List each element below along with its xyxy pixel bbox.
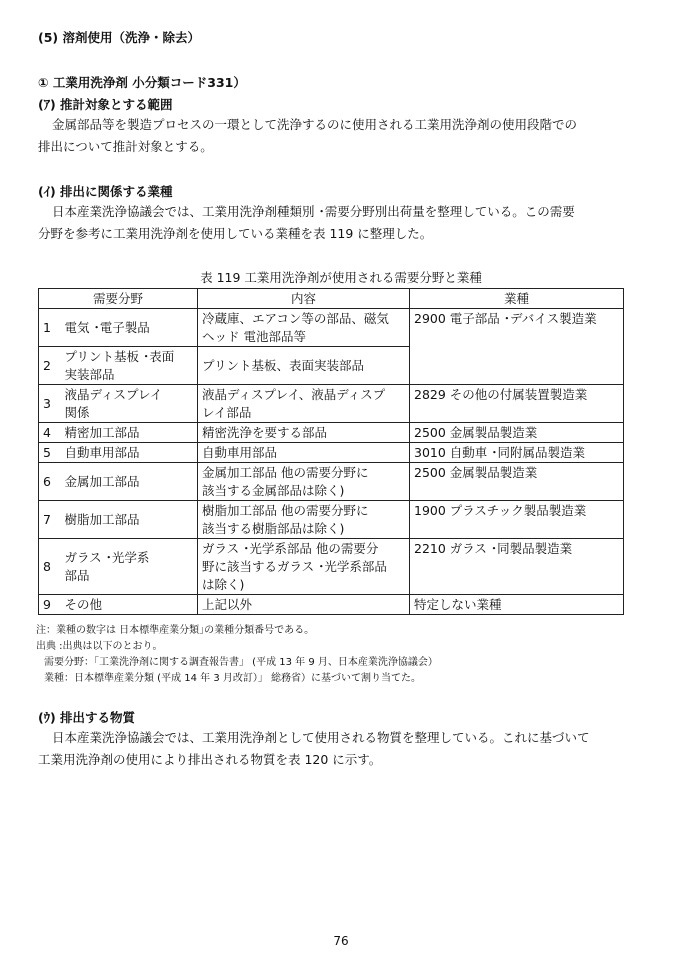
- table-row: [39, 309, 624, 347]
- demand-text: 電気 ･電子製品: [64, 319, 150, 335]
- note-line: 注：業種の数字は 日本標準産業分類｣の業種分類番号である。: [36, 625, 315, 636]
- header-demand: 需要分野: [39, 289, 198, 309]
- content-text: 液晶ディスプレイ、液晶ディスプ: [202, 386, 386, 402]
- header-content: 内容: [198, 289, 410, 309]
- content-cell: [198, 385, 410, 423]
- industry-cell: 2500 金属製品製造業: [410, 463, 624, 501]
- content-cell: [198, 347, 410, 385]
- content-text: 野に該当するガラス ･光学系部品: [202, 558, 387, 574]
- demand-cell: [61, 385, 198, 423]
- demand-text: 実装部品: [64, 366, 115, 382]
- content-text: ガラス ･光学系部品 他の需要分: [202, 540, 379, 556]
- subsection-title: ① 工業用洗浄剤 小分類コード331）: [38, 75, 246, 90]
- content-text: 該当する金属部品は除く): [202, 482, 345, 498]
- part-b-line: 日本産業洗浄協議会では、工業用洗浄剤種類別 ･需要分野別出荷量を整理している。この需要: [52, 204, 575, 219]
- row-number: 7: [39, 501, 61, 539]
- note-line: 出典 :出典は以下のとおり。: [36, 641, 163, 652]
- content-cell: [198, 595, 410, 615]
- content-cell: [198, 423, 410, 443]
- section-title: (5) 溶剤使用（洗浄・除去）: [38, 30, 200, 45]
- demand-text: 樹脂加工部品: [64, 511, 140, 527]
- content-text: レイ部品: [202, 404, 252, 420]
- demand-cell: [61, 423, 198, 443]
- content-cell: [198, 501, 410, 539]
- demand-cell: [61, 309, 198, 347]
- row-number: 3: [39, 385, 61, 423]
- content-text: プリント基板、表面実装部品: [202, 357, 365, 373]
- content-text: 該当する樹脂部品は除く): [202, 520, 345, 536]
- row-number: 5: [39, 443, 61, 463]
- demand-cell: [61, 347, 198, 385]
- table-row: [39, 595, 624, 615]
- table-row: [39, 539, 624, 595]
- demand-cell: [61, 595, 198, 615]
- industry-cell: 特定しない業種: [410, 595, 624, 615]
- note-line: 業種：日本標準産業分類 (平成 14 年 3 月改訂）」 総務省）に基づいて割り当てた。: [44, 673, 422, 684]
- part-c-paragraph: [38, 727, 638, 771]
- content-text: 金属加工部品 他の需要分野に: [202, 464, 369, 480]
- part-a-paragraph: [38, 114, 638, 158]
- demand-text: 液晶ディスプレイ: [64, 386, 163, 402]
- demand-cell: [61, 501, 198, 539]
- table-row: [39, 423, 624, 443]
- header-industry: 業種: [410, 289, 624, 309]
- content-text: は除く): [202, 576, 245, 592]
- demand-industry-table: [38, 288, 624, 615]
- content-cell: [198, 309, 410, 347]
- demand-cell: [61, 463, 198, 501]
- row-number: 6: [39, 463, 61, 501]
- industry-cell: 2210 ガラス ･同製品製造業: [410, 539, 624, 595]
- table-header-row: [39, 289, 624, 309]
- demand-cell: [61, 443, 198, 463]
- part-a-title: (ｱ) 推計対象とする範囲: [38, 97, 173, 112]
- content-text: 冷蔵庫、エアコン等の部品、磁気: [202, 310, 389, 326]
- content-text: 上記以外: [202, 596, 253, 612]
- demand-text: その他: [64, 596, 103, 612]
- industry-cell: 2829 その他の付属装置製造業: [410, 385, 624, 423]
- demand-text: ガラス ･光学系: [64, 549, 150, 565]
- demand-text: 部品: [64, 567, 90, 583]
- industry-cell: 3010 自動車 ･同附属品製造業: [410, 443, 624, 463]
- part-c-title: (ｳ) 排出する物質: [38, 710, 136, 725]
- part-a-line: 排出について推計対象とする。: [38, 139, 213, 154]
- industry-cell: 1900 プラスチック製品製造業: [410, 501, 624, 539]
- demand-text: 自動車用部品: [64, 444, 140, 460]
- part-c-line: 工業用洗浄剤の使用により排出される物質を表 120 に示す。: [38, 752, 382, 767]
- table-row: [39, 501, 624, 539]
- table-row: [39, 385, 624, 423]
- page-number: 76: [333, 934, 349, 948]
- row-number: 2: [39, 347, 61, 385]
- part-c-line: 日本産業洗浄協議会では、工業用洗浄剤として使用される物質を整理している。これに基づいて: [52, 730, 590, 745]
- content-text: 精密洗浄を要する部品: [202, 424, 328, 440]
- row-number: 4: [39, 423, 61, 443]
- part-b-line: 分野を参考に工業用洗浄剤を使用している業種を表 119 に整理した。: [38, 226, 433, 241]
- content-cell: [198, 443, 410, 463]
- content-cell: [198, 463, 410, 501]
- demand-text: 関係: [64, 404, 90, 420]
- part-b-title: (ｲ) 排出に関係する業種: [38, 184, 173, 199]
- table-row: [39, 443, 624, 463]
- content-text: 自動車用部品: [202, 444, 278, 460]
- content-cell: [198, 539, 410, 595]
- content-text: ヘッド 電池部品等: [202, 328, 306, 344]
- demand-text: 精密加工部品: [64, 424, 140, 440]
- content-text: 樹脂加工部品 他の需要分野に: [202, 502, 369, 518]
- table-caption: 表 119 工業用洗浄剤が使用される需要分野と業種: [200, 270, 482, 285]
- industry-cell: 2900 電子部品 ･デバイス製造業: [410, 309, 624, 385]
- row-number: 9: [39, 595, 61, 615]
- table-row: [39, 463, 624, 501]
- row-number: 8: [39, 539, 61, 595]
- industry-cell: 2500 金属製品製造業: [410, 423, 624, 443]
- demand-text: 金属加工部品: [64, 473, 140, 489]
- demand-cell: [61, 539, 198, 595]
- table-notes: [36, 623, 438, 687]
- row-number: 1: [39, 309, 61, 347]
- part-a-line: 金属部品等を製造プロセスの一環として洗浄するのに使用される工業用洗浄剤の使用段階での: [52, 117, 578, 132]
- part-b-paragraph: [38, 201, 638, 245]
- note-line: 需要分野：｢工業洗浄剤に関する調査報告書」 (平成 13 年 9 月、日本産業洗浄協議会）: [44, 657, 438, 668]
- demand-text: プリント基板 ･表面: [64, 348, 175, 364]
